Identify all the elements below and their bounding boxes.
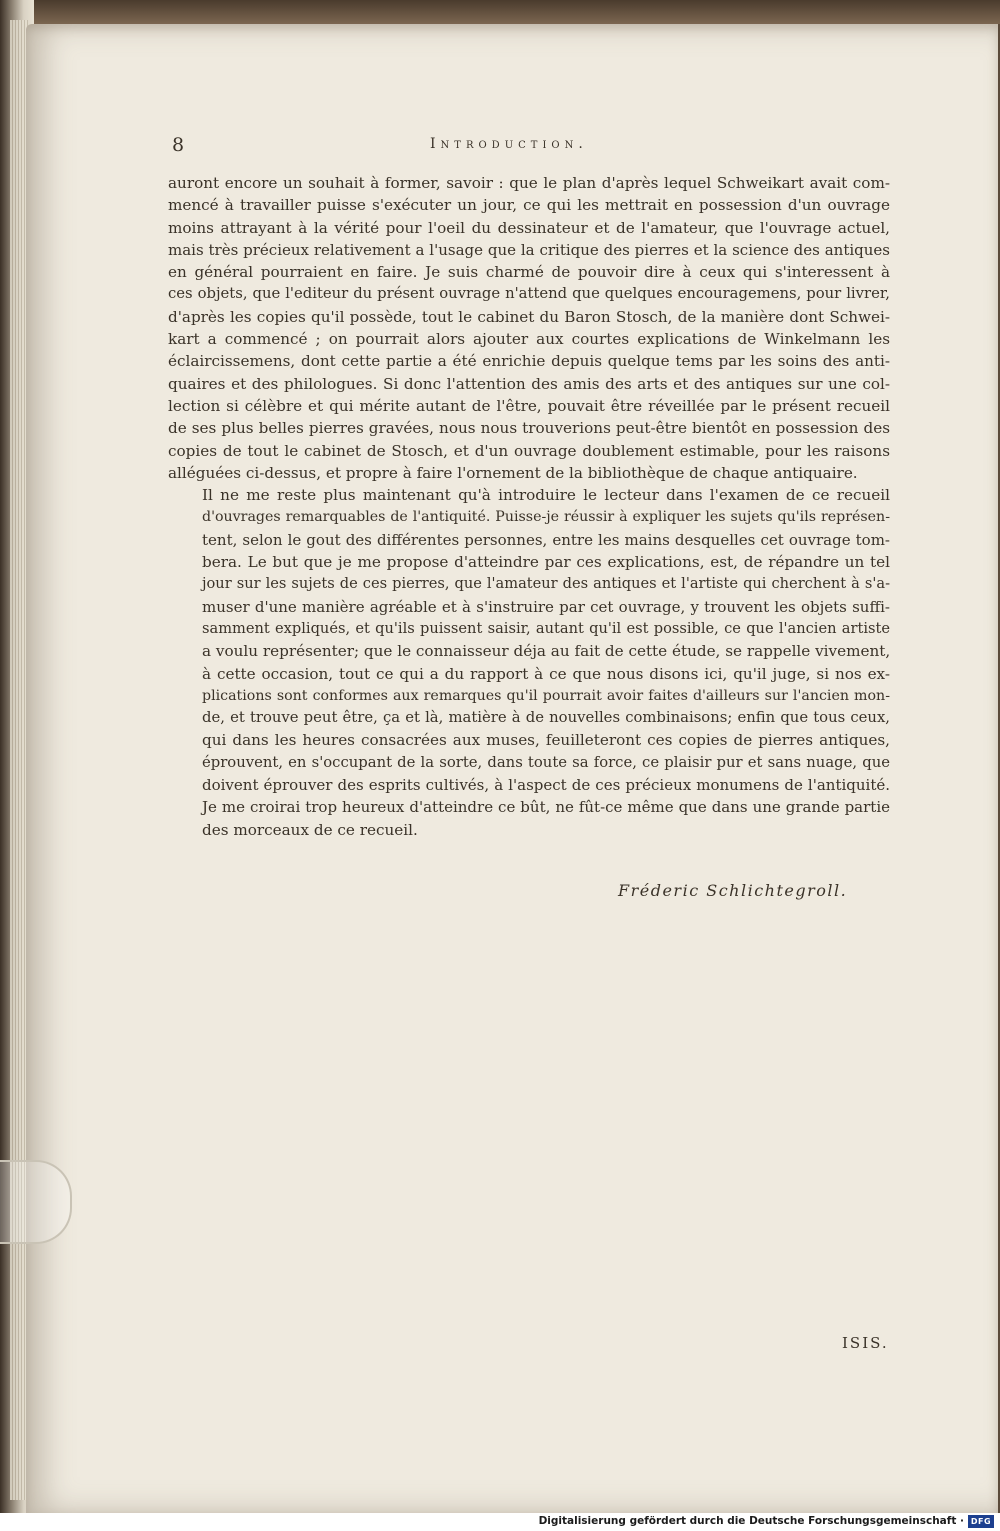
text-line: éprouvent, en s'occupant de la sorte, dans toute sa force, ce plaisir pur et sans nuage, que [202,753,890,771]
catchword: ISIS. [842,1334,889,1352]
text-line: à cette occasion, tout ce qui a du rapport à ce que nous disons ici, qu'il juge, si nos ex- [202,664,890,683]
text-line: ces objets, que l'editeur du présent ouvrage n'attend que quelques encouragemens, pour livrer, [168,285,890,303]
text-line: mencé à travailler puisse s'exécuter un jour, ce qui les mettrait en possession d'un ouvrage [168,196,890,215]
running-head [168,136,893,156]
text-line: quaires et des philologues. Si donc l'attention des amis des arts et des antiques sur une col- [168,374,890,393]
text-line: tent, selon le gout des différentes personnes, entre les mains desquelles cet ouvrage tom- [202,530,890,549]
text-line: d'ouvrages remarquables de l'antiquité. Puisse-je réussir à expliquer les sujets qu'ils représen- [202,509,890,526]
text-line: lection si célèbre et qui mérite autant de l'être, pouvait être réveillée par le présent recueil [168,396,890,415]
text-line: d'après les copies qu'il possède, tout le cabinet du Baron Stosch, de la manière dont Schwei- [168,307,890,326]
dfg-logo-icon: DFG [968,1515,994,1528]
text-line: de ses plus belles pierres gravées, nous nous trouverions peut-être bientôt en possession des [168,419,890,438]
signature: Fréderic Schlichtegroll. [618,881,848,900]
page-clip [0,1160,72,1244]
text-line: des morceaux de ce recueil. [202,820,418,839]
text-line: copies de tout le cabinet de Stosch, et d'un ouvrage doublement estimable, pour les raisons [168,441,890,460]
text-line: qui dans les heures consacrées aux muses, feuilleteront ces copies de pierres antiques, [202,731,890,750]
text-line: jour sur les sujets de ces pierres, que l'amateur des antiques et l'artiste qui cherchent à s'a- [202,575,890,593]
text-line: de, et trouve peut être, ça et là, matière à de nouvelles combinaisons; enfin que tous ceux, [202,709,890,727]
text-line: Je me croirai trop heureux d'atteindre ce bût, ne fût-ce même que dans une grande partie [202,798,890,817]
text-line: muser d'une manière agréable et à s'instruire par cet ouvrage, y trouvent les objets suffi- [202,597,890,616]
text-line: auront encore un souhait à former, savoir : que le plan d'après lequel Schweikart avait com- [168,174,890,192]
text-line: kart a commencé ; on pourrait alors ajouter aux courtes explications de Winkelmann les [168,330,890,349]
text-line: bera. Le but que je me propose d'atteindre par ces explications, est, de répandre un tel [202,553,890,572]
page-number: 8 [172,134,185,156]
paragraph-2 [168,484,890,841]
text-line: moins attrayant à la vérité pour l'oeil du dessinateur et de l'amateur, que l'ouvrage actuel, [168,218,890,237]
text-line: éclaircissemens, dont cette partie a été enrichie depuis quelque tems par les soins des anti- [168,352,890,371]
text-line: alléguées ci-dessus, et propre à faire l'ornement de la bibliothèque de chaque antiquaire. [168,463,858,482]
footer-credit: Digitalisierung gefördert durch die Deutsche Forschungsgemeinschaft · [538,1515,964,1527]
binding-top-edge [0,0,1000,24]
running-title: Introduction. [430,136,588,152]
text-line: samment expliqués, et qu'ils puissent saisir, autant qu'il est possible, ce que l'ancien artiste [202,619,890,637]
text-line: a voulu représenter; que le connaisseur déja au fait de cette étude, se rappelle vivement, [202,642,891,661]
body-text [168,172,890,841]
text-line: en général pourraient en faire. Je suis charmé de pouvoir dire à ceux qui s'interessent à [168,263,890,282]
paragraph-1 [168,172,890,484]
text-line: Il ne me reste plus maintenant qu'à introduire le lecteur dans l'examen de ce recueil [202,486,890,505]
text-line: mais très précieux relativement a l'usage que la critique des pierres et la science des antiques [168,240,890,259]
text-line: plications sont conformes aux remarques qu'il pourrait avoir faites d'ailleurs sur l'ancien mon- [202,687,890,704]
text-line: doivent éprouver des esprits cultivés, à l'aspect de ces précieux monumens de l'antiquité. [202,776,890,795]
